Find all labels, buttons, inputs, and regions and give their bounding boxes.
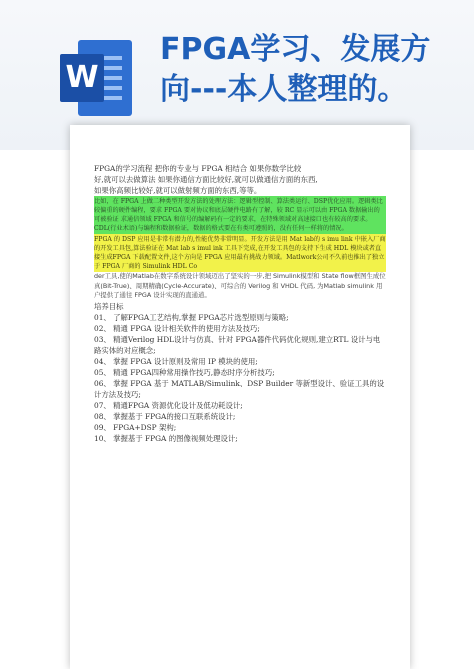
- section-title: 培养目标: [94, 301, 124, 311]
- intro-line-3: 如果你高频比较好,就可以做射频方面的东西,等等。: [94, 186, 262, 195]
- list-item-07: 07、 精通FPGA 资源优化设计及低功耗设计;: [94, 400, 243, 410]
- word-icon-letter: W: [60, 54, 104, 102]
- intro-line-2: 好,就可以去做算法 如果你通信方面比较好,就可以做通信方面的东西,: [94, 175, 318, 184]
- list-item-09: 09、 FPGA+DSP 架构;: [94, 422, 177, 432]
- list-item-05: 05、 精通 FPGA四种常用操作技巧,静态时序分析技巧;: [94, 367, 275, 377]
- intro-line-1: FPGA的学习流程 把你的专业与 FPGA 相结合 如果你数学比较: [94, 164, 302, 173]
- word-document-icon: [60, 40, 132, 116]
- list-item-03: 03、 精通Verilog HDL设计与仿真、针对 FPGA器件代码优化规则,建立RTL 设计与电路实体的对应概念;: [94, 334, 381, 355]
- list-item-06: 06、 掌握 FPGA 基于 MATLAB/Simulink、DSP Builder 等新型设计、验证工具的设计方法及技巧;: [94, 378, 385, 399]
- green-highlight-paragraph: 比如，在 FPGA 上做二种类型开发方法的处理方法：逻辑型控制、算法类运行、DSP优化应用。逻辑类比较偏重的硬件编程，要求 FPGA 要对协议和底层硬件电路有了解，较 RC 显示可以由 FPGA 数据输出的可被验证 求通信领域 FPGA 和信号的编解码有一定的要求，在特殊领域对高速接口也有较高的要求。CDL(行业术语)与编程和数据验证，数据的格式要在有类可遵照的，没有任何一样将的情况。: [94, 196, 386, 234]
- list-item-04: 04、 掌握 FPGA 设计原则及常用 IP 模块的使用;: [94, 356, 258, 366]
- body-paragraph: der工具,使的Matlab在数字系统设计领域迈出了坚实的一步,把 Simulink模型和 State flow框图生成位真(Bit-True)、周期精确(Cycle-Accurate)、可综合的 Verilog 和 VHDL 代码, 为Matlab simulink 用户提供了通往 FPGA 设计实现的直通道。: [94, 272, 386, 299]
- document-body: [94, 163, 386, 444]
- yellow-highlight-paragraph: FPGA 的 DSP 应用是非常有潜力的,性能优势非常明显。开发方法是用 Mat lab的 s imu link 中嵌入厂商的开发工具包,算法验证在 Mat lab s imul ink 工具下完成,在开发工具包的支持下生成 HDL 模块或者直接生成FPGA 下载配置文件,这个方向是 FPGA 应用最有挑战力领域。Matlwork公司不久前也推出了独立于 FPGA 厂商的 Simulink HDL Co: [94, 236, 386, 270]
- list-item-08: 08、 掌握基于 FPGA的接口互联系统设计;: [94, 411, 236, 421]
- list-item-02: 02、 精通 FPGA 设计相关软件的使用方法及技巧;: [94, 323, 260, 333]
- list-item-01: 01、 了解FPGA工艺结构,掌握 FPGA芯片选型原则与策略;: [94, 312, 289, 322]
- list-item-10: 10、 掌握基于 FPGA 的图像视频处理设计;: [94, 433, 238, 443]
- document-title: FPGA学习、发展方向---本人整理的。: [160, 32, 431, 107]
- document-page: [70, 125, 410, 669]
